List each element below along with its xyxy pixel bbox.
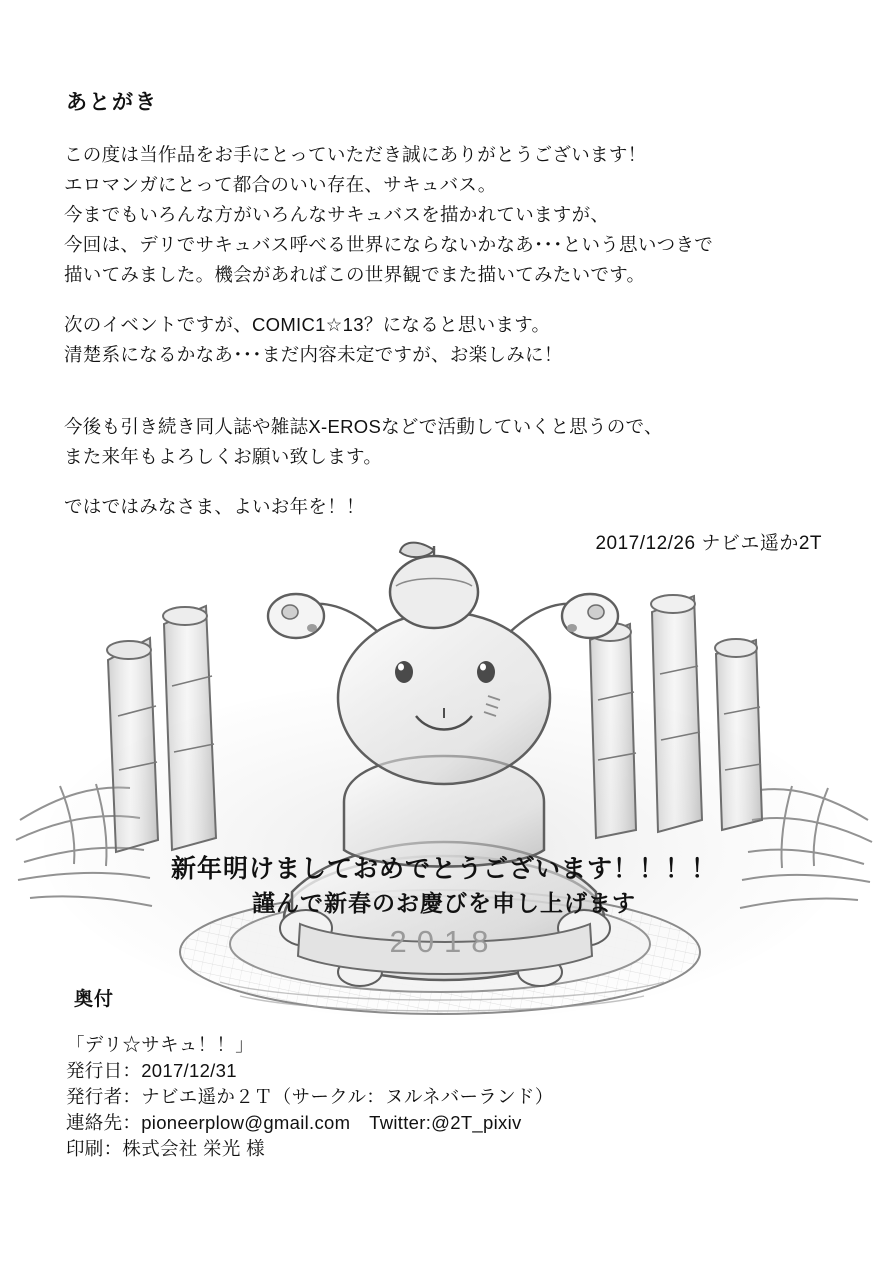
afterword-line-4: 今回は、デリでサキュバス呼べる世界にならないかなあ･･･という思いつきで	[64, 234, 714, 255]
colophon-heading: 奥付	[74, 989, 115, 1010]
afterword-body	[64, 140, 824, 522]
mascot-right-eye	[477, 661, 495, 683]
newyear-illustration	[0, 520, 888, 1020]
paragraph-gap	[64, 370, 824, 412]
afterword-line-7: 清楚系になるかなあ･･･まだ内容未定ですが、お楽しみに！	[64, 344, 563, 365]
colophon-author-line: 発行者：ナビエ遥か２Ｔ（サークル：ヌルネバーランド）	[66, 1086, 554, 1107]
mascot-head	[338, 612, 550, 784]
greeting-line-1: 新年明けましておめでとうございます！！！！	[170, 855, 717, 883]
afterword-signature: 2017/12/26 ナビエ遥か2T	[595, 533, 822, 554]
colophon-date-line: 発行日：2017/12/31	[66, 1060, 237, 1081]
afterword-line-9: また来年もよろしくお願い致します。	[64, 446, 383, 467]
paragraph-gap	[64, 290, 824, 310]
left-ear-shade	[307, 624, 317, 632]
colophon-printer-line: 印刷：株式会社 栄光 様	[66, 1138, 265, 1159]
afterword-line-8: 今後も引き続き同人誌や雑誌X-EROSなどで活動していくと思うので、	[64, 416, 663, 437]
greeting-line-2: 謹んで新春のお慶びを申し上げます	[252, 890, 636, 916]
colophon-title-line: 「デリ☆サキュ！！」	[66, 1034, 255, 1055]
colophon-block	[66, 1032, 554, 1162]
paragraph-gap	[64, 472, 824, 492]
orange-leaf	[400, 543, 434, 557]
afterword-line-6: 次のイベントですが、COMIC1☆13？になると思います。	[64, 314, 551, 335]
right-ear-dot	[588, 605, 604, 619]
afterword-line-1: この度は当作品をお手にとっていただき誠にありがとうございます！	[64, 144, 647, 165]
year-label: 2018	[389, 924, 499, 959]
right-ear-shade	[567, 624, 577, 632]
colophon-contact-line: 連絡先：pioneerplow@gmail.com Twitter:@2T_pixiv	[66, 1112, 522, 1133]
bamboo-right	[589, 595, 762, 838]
afterword-line-2: エロマンガにとって都合のいい存在、サキュバス。	[64, 174, 497, 195]
afterword-line-5: 描いてみました。機会があればこの世界観でまた描いてみたいです。	[64, 264, 646, 285]
greeting-text	[0, 852, 888, 920]
right-eye-glint	[480, 664, 486, 671]
afterword-line-3: 今までもいろんな方がいろんなサキュバスを描かれていますが、	[64, 204, 610, 225]
afterword-heading: あとがき	[66, 91, 158, 114]
afterword-line-10: ではではみなさま、よいお年を！！	[64, 496, 365, 517]
illustration-svg	[0, 520, 888, 1020]
mascot-left-eye	[395, 661, 413, 683]
left-ear-dot	[282, 605, 298, 619]
mandarin-orange	[390, 556, 478, 628]
left-eye-glint	[398, 664, 404, 671]
